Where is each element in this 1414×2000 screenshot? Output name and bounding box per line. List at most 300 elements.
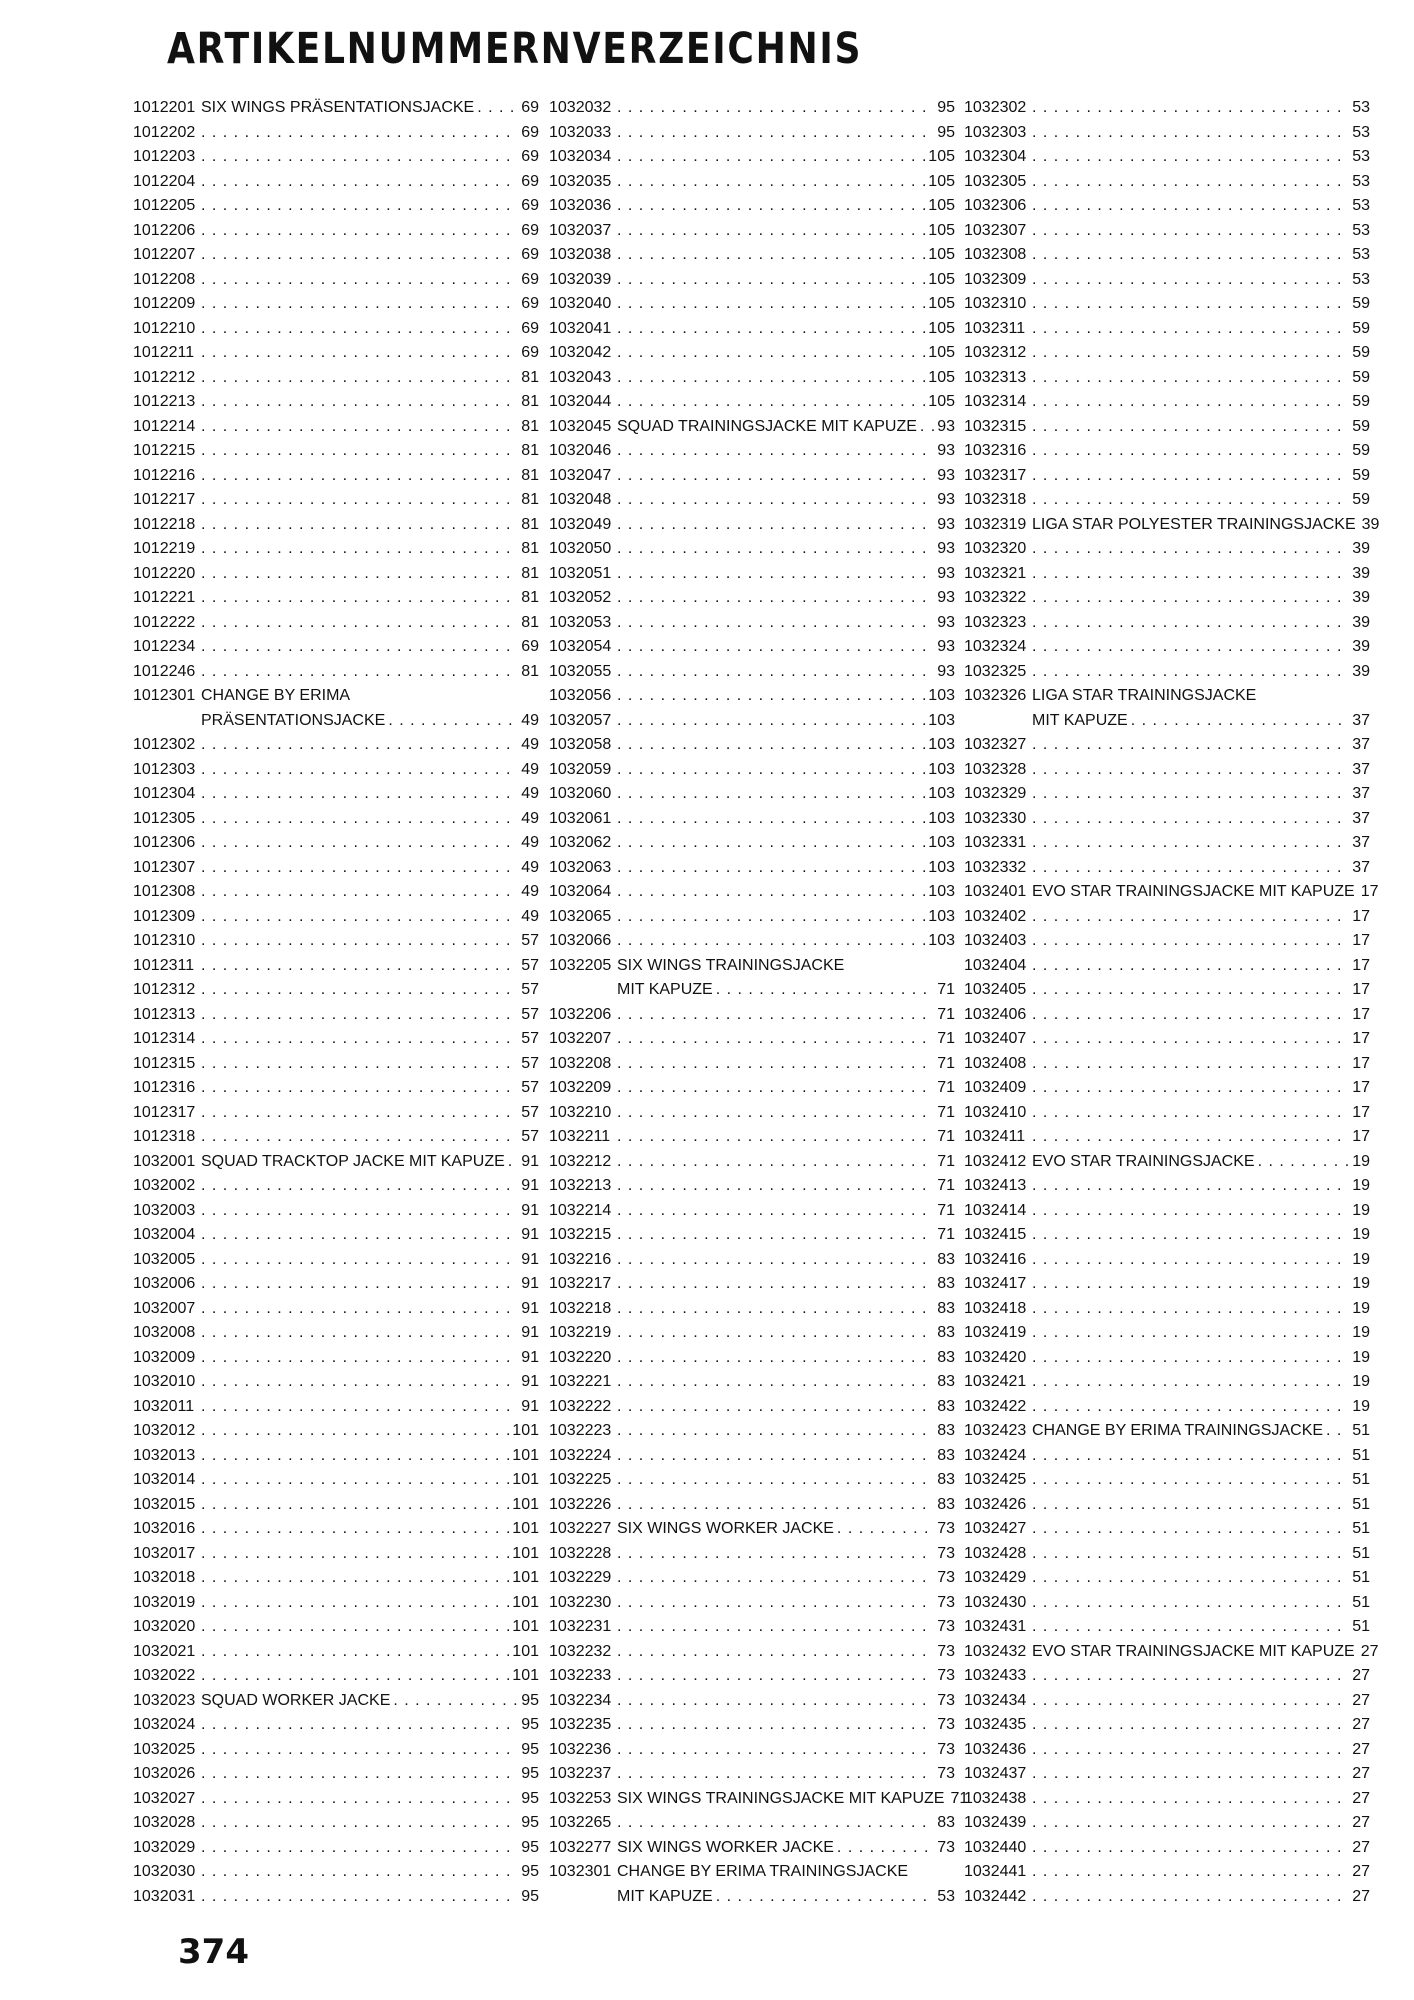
page-reference: 69 — [521, 99, 539, 116]
page-reference: 69 — [521, 246, 539, 263]
index-row — [549, 292, 955, 317]
article-number: 1032426 — [964, 1495, 1027, 1513]
index-row — [964, 954, 1370, 979]
dot-leader — [837, 1517, 934, 1542]
dot-leader — [617, 1272, 934, 1297]
index-row — [133, 1419, 539, 1444]
article-number: 1012315 — [133, 1054, 196, 1072]
page-reference: 101 — [512, 1618, 539, 1635]
index-row — [133, 1615, 539, 1640]
index-row — [133, 1027, 539, 1052]
article-number: 1032419 — [964, 1324, 1027, 1341]
page-reference: 27 — [1352, 1814, 1370, 1831]
index-row — [964, 292, 1370, 317]
article-number: 1032028 — [133, 1814, 196, 1831]
index-row — [964, 1836, 1370, 1861]
page-reference: 81 — [521, 540, 539, 557]
index-row — [133, 1689, 539, 1714]
dot-leader — [201, 1836, 518, 1861]
page-reference: 49 — [521, 883, 539, 900]
article-number: 1032034 — [549, 148, 612, 165]
page-reference: 39 — [1352, 613, 1370, 631]
dot-leader — [617, 684, 925, 709]
index-row — [964, 317, 1370, 342]
index-row — [549, 1787, 969, 1812]
page-reference: 19 — [1352, 1373, 1370, 1390]
page-reference: 51 — [1352, 1471, 1370, 1488]
article-number: 1032237 — [549, 1765, 612, 1782]
article-number: 1032040 — [549, 295, 612, 312]
article-number: 1032437 — [964, 1765, 1027, 1782]
article-number: 1032302 — [964, 99, 1027, 116]
page-reference: 57 — [521, 1054, 539, 1072]
dot-leader — [1032, 243, 1349, 268]
page-reference: 83 — [937, 1299, 955, 1317]
article-number: 1032417 — [964, 1275, 1027, 1292]
page-reference: 19 — [1352, 1275, 1370, 1292]
dot-leader — [201, 121, 518, 146]
dot-leader — [617, 1542, 934, 1567]
article-number: 1012317 — [133, 1103, 196, 1121]
page-reference: 105 — [928, 197, 955, 214]
dot-leader — [201, 856, 518, 881]
article-number: 1032007 — [133, 1299, 196, 1317]
article-number: 1032232 — [549, 1642, 612, 1660]
index-row — [964, 1860, 1370, 1885]
dot-leader — [1032, 1493, 1349, 1518]
page-reference: 39 — [1352, 638, 1370, 655]
index-row — [133, 1713, 539, 1738]
article-number: 1012302 — [133, 736, 196, 753]
article-number: 1032036 — [549, 197, 612, 214]
article-number: 1032031 — [133, 1887, 196, 1905]
page-reference: 37 — [1352, 711, 1370, 729]
dot-leader — [1032, 635, 1349, 660]
product-name: EVO STAR TRAININGSJACKE MIT KAPUZE — [1032, 1642, 1355, 1660]
product-name: CHANGE BY ERIMA TRAININGSJACKE — [617, 1863, 909, 1880]
page-reference: 83 — [937, 1422, 955, 1439]
index-row — [549, 415, 955, 440]
dot-leader — [617, 1003, 934, 1028]
page-reference: 83 — [937, 1348, 955, 1366]
dot-leader — [617, 1591, 934, 1616]
dot-leader — [477, 96, 518, 121]
page-reference: 51 — [1352, 1593, 1370, 1611]
index-row — [133, 366, 539, 391]
page-reference: 103 — [928, 736, 955, 753]
article-number: 1032021 — [133, 1642, 196, 1660]
dot-leader — [201, 586, 518, 611]
index-row — [549, 1370, 955, 1395]
dot-leader — [1032, 1860, 1349, 1885]
article-number: 1012304 — [133, 785, 196, 802]
page-reference: 71 — [937, 1079, 955, 1096]
dot-leader — [201, 464, 518, 489]
dot-leader — [201, 1762, 518, 1787]
index-row — [549, 219, 955, 244]
article-number: 1012207 — [133, 246, 196, 263]
page-reference: 105 — [928, 148, 955, 165]
article-number: 1012210 — [133, 319, 196, 337]
index-row — [964, 758, 1370, 783]
page-reference: 19 — [1352, 1324, 1370, 1341]
dot-leader — [1032, 268, 1349, 293]
article-number: 1032218 — [549, 1299, 612, 1317]
index-row — [133, 1003, 539, 1028]
page-reference: 81 — [521, 491, 539, 508]
page-reference: 71 — [937, 1103, 955, 1121]
page-reference: 93 — [937, 613, 955, 631]
product-name: MIT KAPUZE — [1032, 711, 1128, 729]
page-reference: 59 — [1352, 319, 1370, 337]
page-reference: 69 — [521, 344, 539, 361]
article-number: 1032022 — [133, 1667, 196, 1684]
index-row — [964, 880, 1379, 905]
article-number: 1012316 — [133, 1079, 196, 1096]
page-reference: 69 — [521, 123, 539, 141]
index-row — [133, 807, 539, 832]
index-row — [549, 758, 955, 783]
dot-leader — [1032, 170, 1349, 195]
index-row — [549, 1591, 955, 1616]
index-row — [964, 1101, 1370, 1126]
article-number: 1032322 — [964, 589, 1027, 606]
page-reference: 105 — [928, 221, 955, 239]
page-reference: 95 — [521, 1863, 539, 1880]
article-number: 1032057 — [549, 711, 612, 729]
index-row — [549, 390, 955, 415]
dot-leader — [617, 537, 934, 562]
article-number: 1032231 — [549, 1618, 612, 1635]
index-row — [549, 1076, 955, 1101]
article-number: 1032049 — [549, 515, 612, 533]
dot-leader — [617, 880, 925, 905]
dot-leader — [617, 390, 925, 415]
dot-leader — [201, 317, 518, 342]
article-number: 1032434 — [964, 1691, 1027, 1709]
article-number: 1032210 — [549, 1103, 612, 1121]
dot-leader — [1032, 194, 1349, 219]
article-number: 1012246 — [133, 662, 196, 680]
index-row — [133, 121, 539, 146]
index-row — [133, 1762, 539, 1787]
index-row — [133, 635, 539, 660]
page-reference: 59 — [1352, 466, 1370, 484]
article-number: 1032033 — [549, 123, 612, 141]
index-row — [133, 243, 539, 268]
index-row — [133, 856, 539, 881]
article-number: 1032414 — [964, 1201, 1027, 1219]
index-row — [964, 366, 1370, 391]
dot-leader — [388, 709, 518, 734]
page-reference: 57 — [521, 956, 539, 974]
page-reference: 101 — [512, 1471, 539, 1488]
page-reference: 69 — [521, 319, 539, 337]
page-reference: 103 — [928, 687, 955, 704]
dot-leader — [1032, 1664, 1349, 1689]
product-name: MIT KAPUZE — [617, 981, 713, 998]
article-number: 1012314 — [133, 1030, 196, 1047]
dot-leader — [201, 978, 518, 1003]
article-number: 1032433 — [964, 1667, 1027, 1684]
article-number: 1032324 — [964, 638, 1027, 655]
article-number: 1012202 — [133, 123, 196, 141]
index-row — [133, 317, 539, 342]
dot-leader — [617, 611, 934, 636]
article-number: 1032315 — [964, 417, 1027, 435]
index-row — [133, 1395, 539, 1420]
index-row — [964, 1738, 1370, 1763]
dot-leader — [1032, 954, 1349, 979]
index-row — [133, 611, 539, 636]
dot-leader — [201, 1615, 509, 1640]
article-number: 1012313 — [133, 1005, 196, 1023]
page-reference: 93 — [937, 564, 955, 582]
article-number: 1032425 — [964, 1471, 1027, 1488]
dot-leader — [617, 121, 934, 146]
page-reference: 71 — [937, 1226, 955, 1243]
dot-leader — [201, 1297, 518, 1322]
page-reference: 101 — [512, 1422, 539, 1439]
article-number: 1012205 — [133, 197, 196, 214]
article-number: 1032253 — [549, 1789, 612, 1807]
article-number: 1012311 — [133, 956, 195, 974]
article-number: 1032416 — [964, 1250, 1027, 1268]
index-row — [549, 905, 955, 930]
dot-leader — [1032, 1542, 1349, 1567]
article-number: 1032023 — [133, 1691, 196, 1709]
index-row — [964, 1125, 1370, 1150]
dot-leader — [1032, 219, 1349, 244]
page-reference: 103 — [928, 907, 955, 925]
dot-leader — [201, 1321, 518, 1346]
index-row — [549, 96, 955, 121]
index-row — [964, 905, 1370, 930]
page-reference: 71 — [950, 1789, 969, 1807]
index-row — [964, 121, 1370, 146]
article-number: 1032265 — [549, 1814, 612, 1831]
index-row — [964, 856, 1370, 881]
index-row — [964, 1517, 1370, 1542]
index-row — [964, 929, 1370, 954]
dot-leader — [617, 1811, 934, 1836]
article-number: 1032431 — [964, 1618, 1027, 1635]
article-number: 1032420 — [964, 1348, 1027, 1366]
page-reference: 37 — [1352, 760, 1370, 778]
index-row — [964, 1321, 1370, 1346]
page-reference: 51 — [1352, 1422, 1370, 1439]
page-reference: 37 — [1352, 736, 1370, 753]
index-row — [133, 1248, 539, 1273]
dot-leader — [201, 1517, 509, 1542]
index-row — [549, 1885, 955, 1910]
article-number: 1032306 — [964, 197, 1027, 214]
index-row — [549, 954, 955, 979]
index-row — [549, 1836, 955, 1861]
page-reference: 93 — [937, 466, 955, 484]
article-number: 1032308 — [964, 246, 1027, 263]
index-row — [964, 1468, 1370, 1493]
index-row — [964, 194, 1370, 219]
dot-leader — [617, 1444, 934, 1469]
page-reference: 27 — [1352, 1887, 1370, 1905]
index-row — [964, 341, 1370, 366]
index-row — [964, 1591, 1370, 1616]
page-reference: 91 — [521, 1397, 539, 1415]
article-number: 1032013 — [133, 1446, 196, 1464]
dot-leader — [617, 1027, 934, 1052]
article-number: 1032054 — [549, 638, 612, 655]
page-reference: 51 — [1352, 1446, 1370, 1464]
index-row — [549, 1566, 955, 1591]
page-reference: 101 — [512, 1495, 539, 1513]
page-reference: 17 — [1352, 907, 1370, 925]
dot-leader — [1032, 439, 1349, 464]
index-row — [549, 660, 955, 685]
index-row — [549, 929, 955, 954]
page-reference: 83 — [937, 1373, 955, 1390]
dot-leader — [201, 1885, 518, 1910]
dot-leader — [617, 1321, 934, 1346]
index-row — [133, 194, 539, 219]
dot-leader — [201, 807, 518, 832]
dot-leader — [617, 170, 925, 195]
dot-leader — [201, 954, 518, 979]
page-reference: 17 — [1352, 956, 1370, 974]
dot-leader — [1032, 1052, 1349, 1077]
index-row — [964, 1762, 1370, 1787]
index-row — [549, 1444, 955, 1469]
article-number: 1032215 — [549, 1226, 612, 1243]
article-number: 1032038 — [549, 246, 612, 263]
page-reference: 93 — [937, 417, 955, 435]
dot-leader — [617, 1370, 934, 1395]
page-reference: 39 — [1352, 589, 1370, 606]
index-row — [964, 170, 1370, 195]
dot-leader — [1032, 1125, 1349, 1150]
article-number: 1032065 — [549, 907, 612, 925]
dot-leader — [201, 1370, 518, 1395]
dot-leader — [1032, 464, 1349, 489]
index-row — [964, 1493, 1370, 1518]
dot-leader — [617, 243, 925, 268]
dot-leader — [201, 1199, 518, 1224]
page-reference: 73 — [937, 1716, 955, 1733]
index-row — [549, 268, 955, 293]
page-reference: 53 — [1352, 270, 1370, 288]
index-row — [549, 1689, 955, 1714]
dot-leader — [1032, 1468, 1349, 1493]
dot-leader — [1032, 1566, 1349, 1591]
dot-leader — [201, 1027, 518, 1052]
page-reference: 91 — [521, 1152, 539, 1170]
dot-leader — [1032, 317, 1349, 342]
index-row — [964, 1003, 1370, 1028]
page-reference: 57 — [521, 1030, 539, 1047]
index-row — [964, 1444, 1370, 1469]
index-row — [964, 586, 1370, 611]
dot-leader — [617, 1689, 934, 1714]
index-row — [549, 1640, 955, 1665]
article-number: 1032004 — [133, 1226, 196, 1243]
article-number: 1032410 — [964, 1103, 1027, 1121]
index-row — [964, 1174, 1370, 1199]
index-row — [549, 1762, 955, 1787]
article-number: 1012306 — [133, 834, 196, 851]
dot-leader — [1032, 1836, 1349, 1861]
dot-leader — [201, 1125, 518, 1150]
index-row — [964, 709, 1370, 734]
dot-leader — [201, 1444, 509, 1469]
dot-leader — [617, 219, 925, 244]
index-row — [549, 1542, 955, 1567]
index-row — [964, 268, 1370, 293]
page-reference: 71 — [937, 1201, 955, 1219]
index-row — [549, 1297, 955, 1322]
article-number: 1032310 — [964, 295, 1027, 312]
index-row — [133, 1787, 539, 1812]
index-row — [964, 513, 1380, 538]
article-number: 1032320 — [964, 540, 1027, 557]
article-number: 1032312 — [964, 344, 1027, 361]
dot-leader — [201, 1003, 518, 1028]
dot-leader — [617, 758, 925, 783]
dot-leader — [1032, 1591, 1349, 1616]
dot-leader — [617, 1762, 934, 1787]
dot-leader — [1032, 1223, 1349, 1248]
page-reference: 37 — [1352, 858, 1370, 876]
page-reference: 95 — [521, 1789, 539, 1807]
page-reference: 59 — [1352, 344, 1370, 361]
dot-leader — [1032, 831, 1349, 856]
index-column-2 — [549, 96, 969, 1909]
page-reference: 27 — [1352, 1740, 1370, 1758]
page-reference: 81 — [521, 515, 539, 533]
dot-leader — [617, 464, 934, 489]
page-reference: 101 — [512, 1520, 539, 1537]
index-row — [133, 1199, 539, 1224]
article-number: 1032217 — [549, 1275, 612, 1292]
dot-leader — [716, 1885, 934, 1910]
page-reference: 39 — [1352, 662, 1370, 680]
dot-leader — [617, 1150, 934, 1175]
page-reference: 73 — [937, 1569, 955, 1586]
index-row — [549, 1738, 955, 1763]
page-reference: 51 — [1352, 1569, 1370, 1586]
index-row — [549, 1052, 955, 1077]
page-reference: 71 — [937, 1177, 955, 1194]
article-number: 1032005 — [133, 1250, 196, 1268]
index-row — [964, 243, 1370, 268]
dot-leader — [201, 1395, 518, 1420]
index-row — [133, 1321, 539, 1346]
article-number: 1032020 — [133, 1618, 196, 1635]
article-number: 1032012 — [133, 1422, 196, 1439]
article-number: 1032213 — [549, 1177, 612, 1194]
article-number: 1032331 — [964, 834, 1027, 851]
dot-leader — [201, 1811, 518, 1836]
dot-leader — [201, 513, 518, 538]
index-row — [549, 1493, 955, 1518]
dot-leader — [617, 1101, 934, 1126]
dot-leader — [617, 439, 934, 464]
dot-leader — [1032, 733, 1349, 758]
article-number: 1032001 — [133, 1152, 196, 1170]
article-number: 1012218 — [133, 515, 196, 533]
index-row — [549, 733, 955, 758]
dot-leader — [617, 807, 925, 832]
dot-leader — [617, 341, 925, 366]
